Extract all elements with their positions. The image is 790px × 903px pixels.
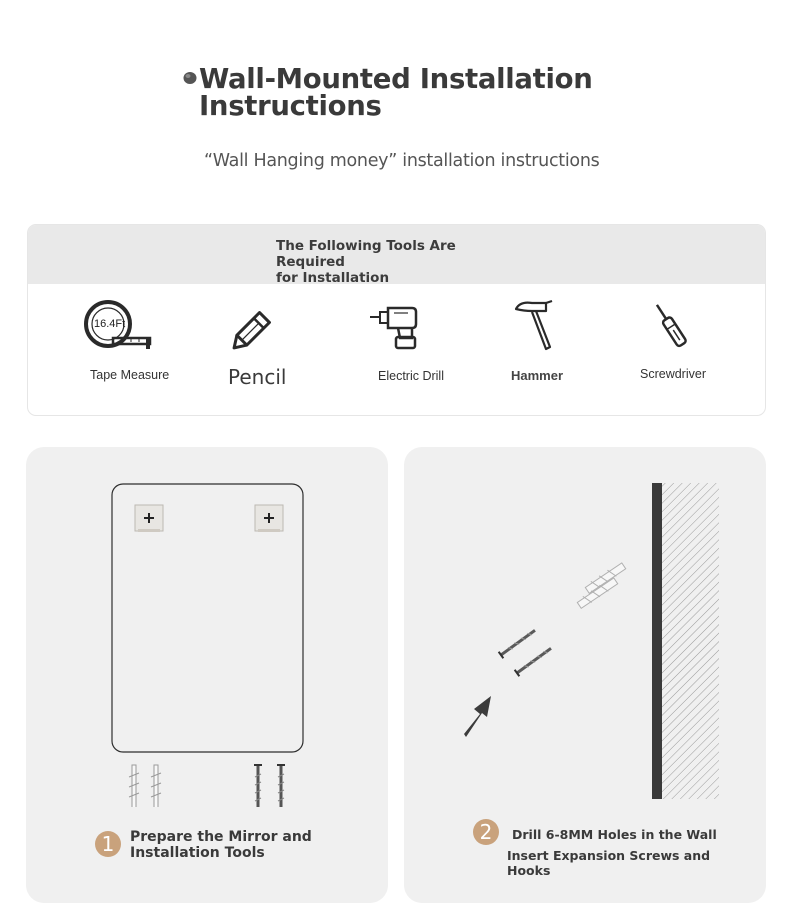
wall-surface — [652, 483, 662, 799]
tools-header — [28, 225, 765, 284]
page-title — [199, 63, 593, 122]
screw-icon — [499, 627, 554, 676]
tools-heading-line2: for Installation — [276, 270, 390, 286]
expansion-anchor-icon — [576, 561, 626, 609]
expansion-anchor-icon — [129, 765, 161, 807]
step-2-panel — [404, 447, 766, 903]
pencil-icon — [228, 299, 284, 353]
tool-label: Pencil — [228, 365, 287, 389]
step-1-text-line2: Installation Tools — [130, 845, 265, 861]
step-2-text-line2a: Insert Expansion Screws and — [507, 848, 711, 863]
tools-card — [27, 224, 766, 416]
tools-heading — [276, 238, 526, 286]
hook-icon — [255, 505, 283, 532]
tape-measure-icon-text: 16.4Ft — [94, 318, 126, 330]
tool-label: Screwdriver — [640, 367, 706, 381]
tool-label: Electric Drill — [378, 369, 444, 383]
step-2-text-line1: Drill 6-8MM Holes in the Wall — [512, 827, 717, 842]
tool-label: Tape Measure — [90, 368, 170, 382]
hook-icon — [135, 505, 163, 532]
drill-bullet-icon — [182, 70, 198, 86]
step-1-panel — [26, 447, 388, 903]
page-title-line1: Wall-Mounted Installation — [199, 63, 593, 95]
page-subtitle: “Wall Hanging money” installation instructions — [204, 151, 600, 171]
step-2-text-line2 — [507, 848, 710, 878]
tools-heading-line1: The Following Tools Are Required — [276, 238, 456, 270]
step-2-text-line2b: Hooks — [507, 863, 551, 878]
step-1-text — [130, 829, 312, 861]
wall-section — [662, 483, 719, 799]
tool-label: Hammer — [511, 368, 564, 383]
screwdriver-icon — [646, 299, 696, 351]
mirror-illustration — [26, 447, 388, 807]
wall-drilling-illustration — [404, 447, 766, 807]
page-title-line2: Instructions — [199, 90, 382, 122]
screw-icon — [254, 765, 285, 807]
electric-drill-icon — [368, 300, 424, 352]
step-number-badge: 2 — [473, 819, 499, 845]
step-number-badge: 1 — [95, 831, 121, 857]
hammer-icon — [510, 299, 560, 351]
step-1-text-line1: Prepare the Mirror and — [130, 829, 312, 845]
arrow-up-right-icon — [464, 696, 491, 737]
